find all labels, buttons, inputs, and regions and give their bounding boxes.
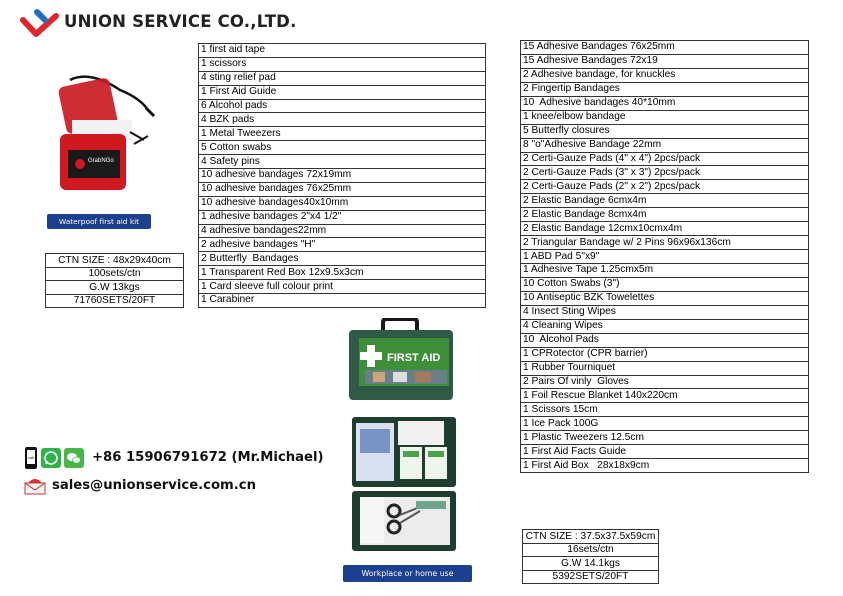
content-item: 2 Certi-Gauze Pads (4" x 4") 2pcs/pack <box>521 152 809 166</box>
svg-text:call: call <box>28 455 35 460</box>
content-item: 5 Butterfly closures <box>521 124 809 138</box>
content-item: 2 Certi-Gauze Pads (3" x 3") 2pcs/pack <box>521 166 809 180</box>
content-item: 4 Insect Sting Wipes <box>521 305 809 319</box>
content-item: 1 knee/elbow bandage <box>521 110 809 124</box>
content-item: 2 Elastic Bandage 8cmx4m <box>521 208 809 222</box>
content-item: 6 Alcohol pads <box>199 99 486 113</box>
packing-sets-per-ctn: 16sets/ctn <box>523 543 659 557</box>
content-item: 15 Adhesive Bandages 76x25mm <box>521 41 809 55</box>
packing-gross-weight: G.W 14.1kgs <box>523 557 659 571</box>
content-item: 1 first aid tape <box>199 44 486 58</box>
content-item: 10 adhesive bandages 72x19mm <box>199 169 486 183</box>
content-item: 15 Adhesive Bandages 72x19 <box>521 54 809 68</box>
content-item: 10 Adhesive bandages 40*10mm <box>521 96 809 110</box>
content-item: 1 Plastic Tweezers 12.5cm <box>521 431 809 445</box>
packing-ctn-size: CTN SIZE : 37.5x37.5x59cm <box>523 530 659 544</box>
content-item: 2 Elastic Bandage 12cmx10cmx4m <box>521 222 809 236</box>
product-2-contents-table <box>520 40 809 473</box>
packing-gross-weight: G.W 13kgs <box>46 281 184 295</box>
product-1-packing-table <box>45 253 184 308</box>
content-item: 1 First Aid Facts Guide <box>521 445 809 459</box>
green-first-aid-box-open-image <box>350 415 458 553</box>
content-item: 4 Cleaning Wipes <box>521 319 809 333</box>
union-service-logo-icon <box>20 8 60 38</box>
content-item: 1 Rubber Tourniquet <box>521 361 809 375</box>
content-item: 2 Pairs Of vinly Gloves <box>521 375 809 389</box>
content-item: 1 ABD Pad 5"x9" <box>521 250 809 264</box>
content-item: 4 Safety pins <box>199 155 486 169</box>
content-item: 5 Cotton swabs <box>199 141 486 155</box>
content-item: 10 Alcohol Pads <box>521 333 809 347</box>
packing-container-qty: 5392SETS/20FT <box>523 570 659 584</box>
green-first-aid-box-closed-image <box>345 318 458 403</box>
content-item: 1 First Aid Box 28x18x9cm <box>521 459 809 473</box>
product-2-packing-table <box>522 529 659 584</box>
whatsapp-icon[interactable] <box>41 448 61 473</box>
content-item: 2 Adhesive bandage, for knuckles <box>521 68 809 82</box>
contact-phone[interactable]: +86 15906791672 (Mr.Michael) <box>92 450 324 465</box>
content-item: 1 adhesive bandages 2"x4 1/2" <box>199 210 486 224</box>
content-item: 1 Foil Rescue Blanket 140x220cm <box>521 389 809 403</box>
content-item: 2 Elastic Bandage 6cmx4m <box>521 194 809 208</box>
content-item: 8 "o"Adhesive Bandage 22mm <box>521 138 809 152</box>
content-item: 1 Transparent Red Box 12x9.5x3cm <box>199 266 486 280</box>
packing-ctn-size: CTN SIZE : 48x29x40cm <box>46 254 184 268</box>
content-item: 4 sting relief pad <box>199 71 486 85</box>
wechat-icon[interactable] <box>64 448 84 473</box>
content-item: 1 Ice Pack 100G <box>521 417 809 431</box>
product-2-badge: Workplace or home use <box>343 565 472 582</box>
content-item: 1 scissors <box>199 57 486 71</box>
content-item: 1 First Aid Guide <box>199 85 486 99</box>
content-item: 10 adhesive bandages40x10mm <box>199 196 486 210</box>
content-item: 1 Carabiner <box>199 294 486 308</box>
contact-icons <box>24 446 84 475</box>
company-name: UNION SERVICE CO.,LTD. <box>64 12 297 31</box>
content-item: 2 Fingertip Bandages <box>521 82 809 96</box>
content-item: 1 Scissors 15cm <box>521 403 809 417</box>
content-item: 1 Metal Tweezers <box>199 127 486 141</box>
contact-email[interactable]: sales@unionservice.com.cn <box>52 478 257 493</box>
content-item: 1 Card sleeve full colour print <box>199 280 486 294</box>
content-item: 2 Certi-Gauze Pads (2" x 2") 2pcs/pack <box>521 180 809 194</box>
content-item: 10 Cotton Swabs (3") <box>521 277 809 291</box>
email-icon <box>24 477 46 495</box>
packing-container-qty: 71760SETS/20FT <box>46 294 184 308</box>
red-waterproof-kit-image <box>50 70 160 192</box>
content-item: 2 Triangular Bandage w/ 2 Pins 96x96x136cm <box>521 236 809 250</box>
packing-sets-per-ctn: 100sets/ctn <box>46 267 184 281</box>
content-item: 1 Adhesive Tape 1.25cmx5m <box>521 264 809 278</box>
product-1-contents-table <box>198 43 486 308</box>
product-1-badge: Waterpoof first aid kit <box>47 214 151 229</box>
content-item: 10 adhesive bandages 76x25mm <box>199 182 486 196</box>
content-item: 4 adhesive bandages22mm <box>199 224 486 238</box>
content-item: 4 BZK pads <box>199 113 486 127</box>
svg-text:FIRST AID: FIRST AID <box>387 352 441 364</box>
content-item: 2 Butterfly Bandages <box>199 252 486 266</box>
content-item: 1 CPRotector (CPR barrier) <box>521 347 809 361</box>
svg-text:GrabNGo: GrabNGo <box>88 158 114 164</box>
content-item: 10 Antiseptic BZK Towelettes <box>521 291 809 305</box>
phone-icon <box>24 446 38 475</box>
content-item: 2 adhesive bandages "H" <box>199 238 486 252</box>
